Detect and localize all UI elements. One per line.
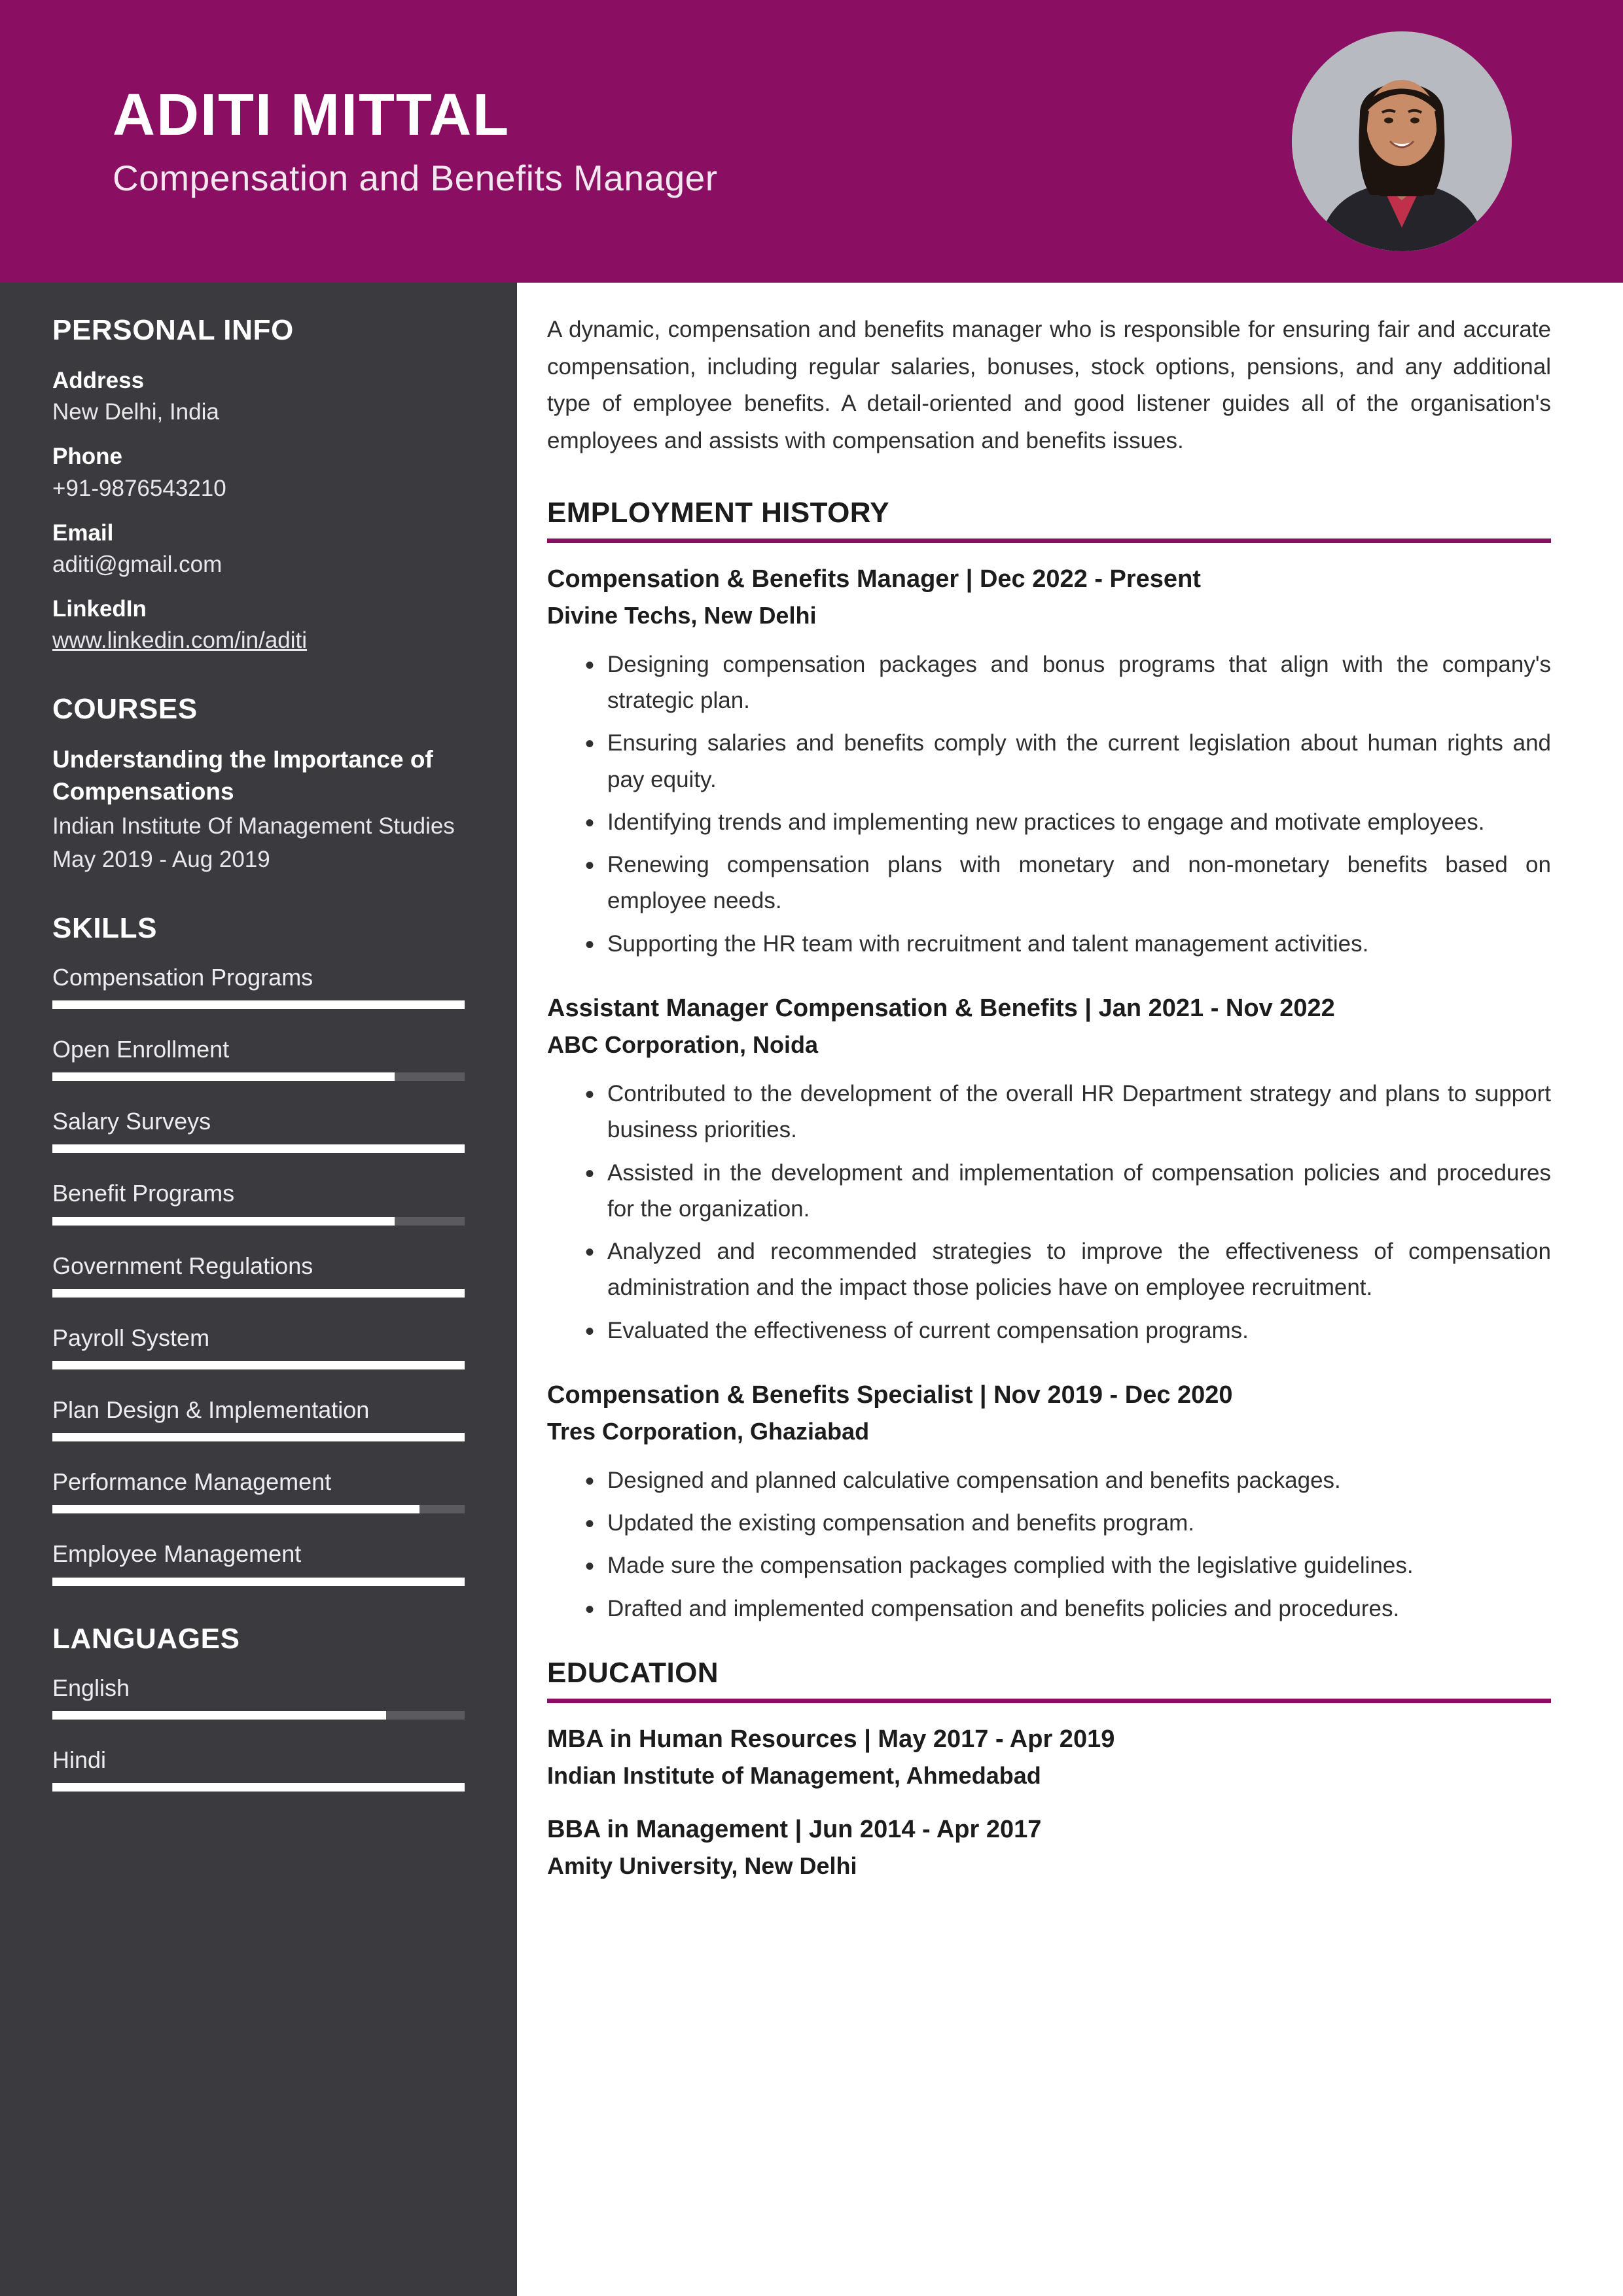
- job-org-line: Divine Techs, New Delhi: [547, 602, 817, 629]
- skill-bar: [52, 1000, 465, 1009]
- skill-label: Plan Design & Implementation: [52, 1396, 370, 1423]
- skill-label: Performance Management: [52, 1468, 332, 1496]
- field-label: LinkedIn: [52, 595, 147, 622]
- list-item: • Ensuring salaries and benefits comply with the current legislation about human rights and pay equity.: [585, 725, 1551, 798]
- job-title-line: Assistant Manager Compensation & Benefits | Jan 2021 - Nov 2022: [547, 995, 1335, 1023]
- skill-item: [52, 963, 465, 1009]
- skill-bar: [52, 1361, 465, 1369]
- course-dates: May 2019 - Aug 2019: [52, 847, 270, 873]
- skill-item: [52, 1396, 465, 1441]
- list-item: • Assisted in the development and implementation of compensation policies and procedures for the organization.: [585, 1155, 1551, 1227]
- language-label: Hindi: [52, 1746, 107, 1773]
- contact-field-phone: [52, 441, 465, 504]
- skill-item: [52, 1107, 465, 1153]
- header-text-block: [113, 84, 718, 198]
- list-item: • Contributed to the development of the overall HR Department strategy and plans to support business priorities.: [585, 1076, 1551, 1148]
- skill-item: [52, 1252, 465, 1298]
- sidebar: [0, 283, 517, 2296]
- field-value: aditi@gmail.com: [52, 551, 223, 577]
- skill-bar-fill: [52, 1361, 465, 1369]
- skill-label: Payroll System: [52, 1324, 210, 1351]
- education-degree: BBA in Management | Jun 2014 - Apr 2017: [547, 1815, 1042, 1843]
- course-institute: Indian Institute Of Management Studies: [52, 813, 455, 839]
- field-value: New Delhi, India: [52, 399, 219, 425]
- education-institute: Amity University, New Delhi: [547, 1852, 857, 1880]
- employment-entry: [547, 992, 1551, 1349]
- skill-label: Benefit Programs: [52, 1180, 235, 1207]
- job-duties-list: [547, 1462, 1551, 1627]
- job-title: Compensation and Benefits Manager: [113, 157, 718, 198]
- skill-bar-fill: [52, 1144, 465, 1153]
- course-title: Understanding the Importance of Compensations: [52, 746, 433, 805]
- skill-bar: [52, 1433, 465, 1441]
- sidebar-heading-languages: LANGUAGES: [52, 1622, 240, 1655]
- skill-label: Open Enrollment: [52, 1036, 230, 1063]
- skill-bar: [52, 1578, 465, 1586]
- skill-label: Compensation Programs: [52, 963, 313, 991]
- skill-bar: [52, 1217, 465, 1226]
- list-item: • Updated the existing compensation and benefits program.: [585, 1505, 1551, 1541]
- resume-body: [0, 283, 1623, 2296]
- avatar: [1292, 31, 1512, 251]
- skill-bar-fill: [52, 1505, 419, 1513]
- list-item: • Designed and planned calculative compensation and benefits packages.: [585, 1462, 1551, 1498]
- skill-bar-fill: [52, 1578, 465, 1586]
- skill-bar-fill: [52, 1433, 465, 1441]
- list-item: • Drafted and implemented compensation and benefits policies and procedures.: [585, 1591, 1551, 1627]
- language-item: [52, 1674, 465, 1720]
- skill-item: [52, 1540, 465, 1585]
- field-label: Email: [52, 520, 114, 546]
- sidebar-heading-courses: COURSES: [52, 693, 198, 725]
- section-heading-employment: EMPLOYMENT HISTORY: [547, 497, 1551, 543]
- job-title-line: Compensation & Benefits Specialist | Nov 2019 - Dec 2020: [547, 1381, 1233, 1409]
- language-bar: [52, 1783, 465, 1792]
- skill-label: Government Regulations: [52, 1252, 313, 1279]
- sidebar-heading-skills: SKILLS: [52, 911, 158, 944]
- language-bar-fill: [52, 1711, 386, 1720]
- skill-bar: [52, 1072, 465, 1081]
- section-heading-education: EDUCATION: [547, 1657, 1551, 1703]
- skill-bar-fill: [52, 1000, 465, 1009]
- language-item: [52, 1746, 465, 1792]
- employment-entry: [547, 1379, 1551, 1627]
- course-item: [52, 744, 465, 875]
- job-org-line: Tres Corporation, Ghaziabad: [547, 1418, 870, 1445]
- main-column: [517, 283, 1623, 2296]
- field-label: Phone: [52, 444, 122, 470]
- skill-item: [52, 1468, 465, 1513]
- skill-item: [52, 1324, 465, 1369]
- skill-bar: [52, 1289, 465, 1298]
- professional-summary: A dynamic, compensation and benefits manager who is responsible for ensuring fair and accurate compensation, including regular salaries, bonuses, stock options, pensions, and any additional type of employee benefits. A detail-oriented and good listener guides all of the organisation's employees and assists with compensation and benefits issues.: [547, 317, 1551, 454]
- list-item: • Made sure the compensation packages complied with the legislative guidelines.: [585, 1547, 1551, 1583]
- contact-field-email: [52, 518, 465, 580]
- skill-item: [52, 1035, 465, 1081]
- list-item: • Identifying trends and implementing new practices to engage and motivate employees.: [585, 804, 1551, 840]
- job-org-line: ABC Corporation, Noida: [547, 1031, 818, 1059]
- linkedin-link[interactable]: www.linkedin.com/in/aditi: [52, 627, 308, 653]
- education-entry: [547, 1723, 1551, 1792]
- education-institute: Indian Institute of Management, Ahmedabad: [547, 1762, 1041, 1790]
- job-duties-list: [547, 646, 1551, 962]
- skill-bar-fill: [52, 1217, 395, 1226]
- language-bar: [52, 1711, 465, 1720]
- job-title-line: Compensation & Benefits Manager | Dec 2022 - Present: [547, 565, 1201, 593]
- employment-entry: [547, 563, 1551, 962]
- list-item: • Evaluated the effectiveness of current compensation programs.: [585, 1313, 1551, 1349]
- resume-header: [0, 0, 1623, 283]
- field-value: +91-9876543210: [52, 475, 226, 501]
- contact-field-address: [52, 365, 465, 428]
- language-label: English: [52, 1674, 130, 1701]
- skill-bar-fill: [52, 1289, 465, 1298]
- skill-label: Salary Surveys: [52, 1108, 211, 1135]
- education-degree: MBA in Human Resources | May 2017 - Apr 2019: [547, 1725, 1115, 1754]
- skill-bar: [52, 1144, 465, 1153]
- skill-bar-fill: [52, 1072, 395, 1081]
- list-item: • Designing compensation packages and bonus programs that align with the company's strategic plan.: [585, 646, 1551, 719]
- language-bar-fill: [52, 1783, 465, 1792]
- skill-bar: [52, 1505, 465, 1513]
- skill-item: [52, 1179, 465, 1225]
- list-item: • Renewing compensation plans with monetary and non-monetary benefits based on employee needs.: [585, 847, 1551, 919]
- sidebar-heading-personal-info: PERSONAL INFO: [52, 314, 294, 346]
- avatar-photo: [1292, 31, 1512, 251]
- page-title: ADITI MITTAL: [113, 82, 510, 149]
- field-label: Address: [52, 368, 145, 393]
- education-entry: [547, 1813, 1551, 1882]
- list-item: • Supporting the HR team with recruitment and talent management activities.: [585, 926, 1551, 962]
- list-item: • Analyzed and recommended strategies to improve the effectiveness of compensation administration and the impact those policies have on employee recruitment.: [585, 1233, 1551, 1306]
- job-duties-list: [547, 1076, 1551, 1349]
- contact-field-linkedin: [52, 593, 465, 656]
- skill-label: Employee Management: [52, 1540, 302, 1568]
